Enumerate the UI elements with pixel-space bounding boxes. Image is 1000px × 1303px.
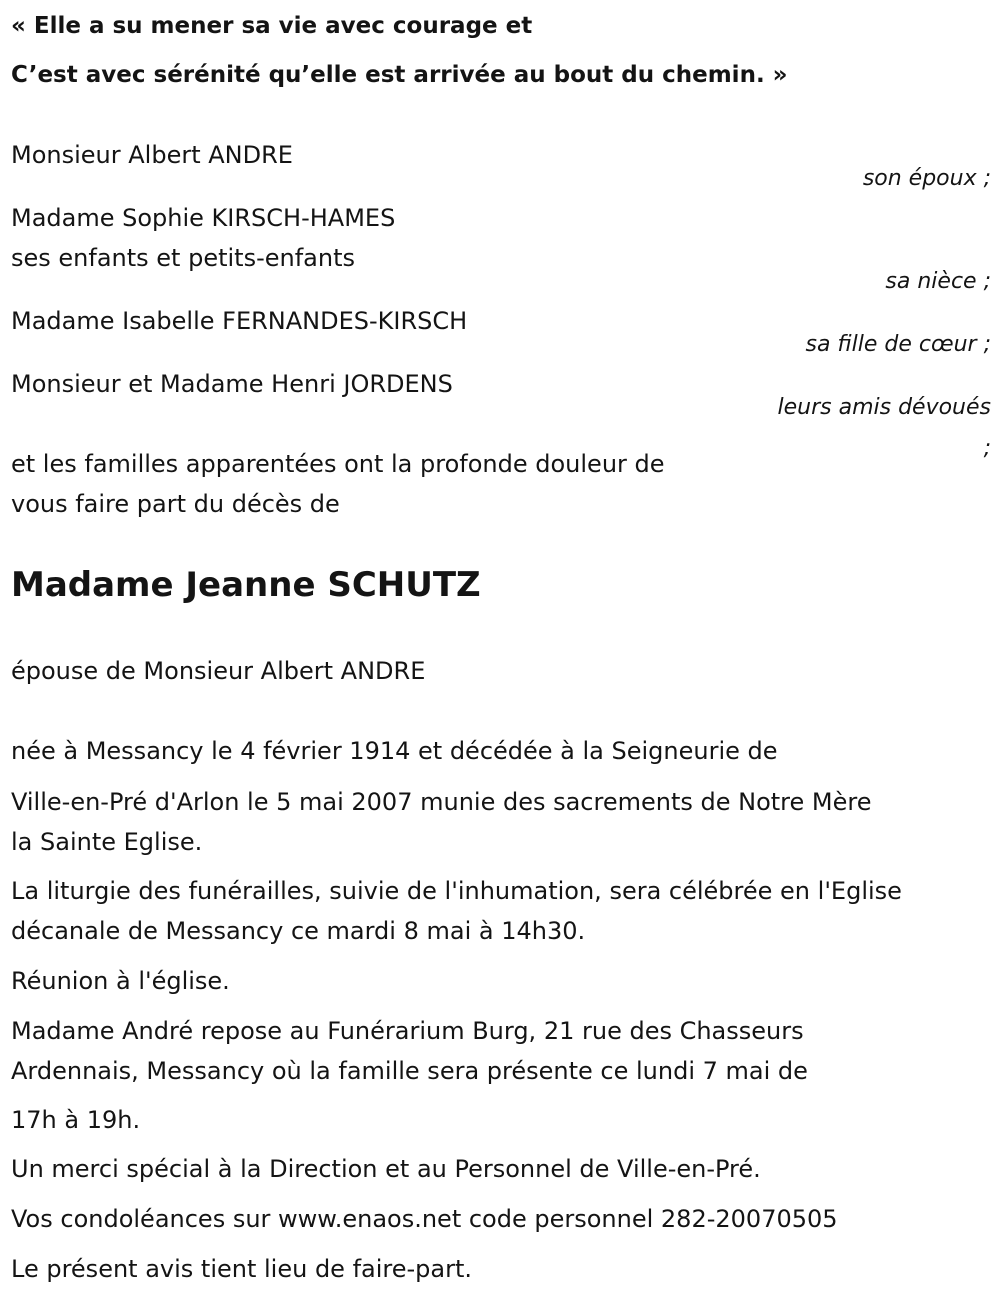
family-member-3: Madame Isabelle FERNANDES-KIRSCH xyxy=(11,307,468,335)
family-relation-4-end: ; xyxy=(983,436,991,461)
quote-line-2: C’est avec sérénité qu’elle est arrivée au bout du chemin. » xyxy=(11,62,788,88)
birth-death-line-3: la Sainte Eglise. xyxy=(11,828,203,856)
deceased-name: Madame Jeanne SCHUTZ xyxy=(11,565,481,605)
liturgy-line-2: décanale de Messancy ce mardi 8 mai à 14h30. xyxy=(11,917,586,945)
family-member-2: Madame Sophie KIRSCH-HAMES xyxy=(11,204,396,232)
family-relation-2: sa nièce ; xyxy=(885,269,991,294)
thanks-line: Un merci spécial à la Direction et au Personnel de Ville-en-Pré. xyxy=(11,1155,761,1183)
family-relation-3: sa fille de cœur ; xyxy=(805,332,991,357)
spouse-line: épouse de Monsieur Albert ANDRE xyxy=(11,657,426,685)
rest-line-3: 17h à 19h. xyxy=(11,1106,141,1134)
family-relation-1: son époux ; xyxy=(862,166,991,191)
family-member-1: Monsieur Albert ANDRE xyxy=(11,141,293,169)
liturgy-line-1: La liturgie des funérailles, suivie de l'inhumation, sera célébrée en l'Eglise xyxy=(11,877,902,905)
announcement-line-1: et les familles apparentées ont la profonde douleur de xyxy=(11,450,665,478)
announcement-line-2: vous faire part du décès de xyxy=(11,490,340,518)
birth-death-line-2: Ville-en-Pré d'Arlon le 5 mai 2007 munie des sacrements de Notre Mère xyxy=(11,788,872,816)
rest-line-1: Madame André repose au Funérarium Burg, 21 rue des Chasseurs xyxy=(11,1017,804,1045)
meeting-line: Réunion à l'église. xyxy=(11,967,230,995)
condolences-line: Vos condoléances sur www.enaos.net code personnel 282-20070505 xyxy=(11,1205,838,1233)
family-relation-4: leurs amis dévoués xyxy=(777,395,991,420)
notice-line: Le présent avis tient lieu de faire-part. xyxy=(11,1255,473,1283)
family-member-2-detail: ses enfants et petits-enfants xyxy=(11,244,356,272)
rest-line-2: Ardennais, Messancy où la famille sera présente ce lundi 7 mai de xyxy=(11,1057,808,1085)
family-member-4: Monsieur et Madame Henri JORDENS xyxy=(11,370,453,398)
birth-death-line-1: née à Messancy le 4 février 1914 et décédée à la Seigneurie de xyxy=(11,737,778,765)
quote-line-1: « Elle a su mener sa vie avec courage et xyxy=(11,13,533,39)
